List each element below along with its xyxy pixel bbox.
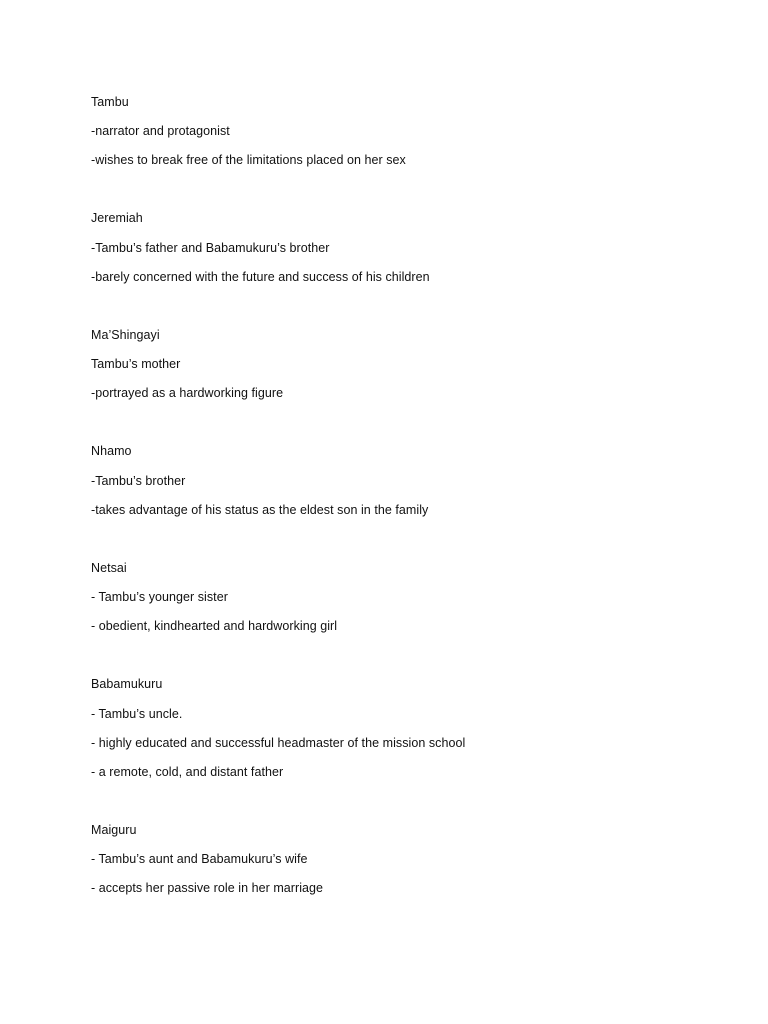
character-detail: Tambu’s mother (91, 357, 181, 371)
character-name: Tambu (91, 95, 129, 109)
character-name: Jeremiah (91, 211, 143, 225)
character-name: Maiguru (91, 823, 137, 837)
character-detail: -narrator and protagonist (91, 124, 230, 138)
character-detail: -Tambu’s father and Babamukuru’s brother (91, 241, 330, 255)
character-detail: - accepts her passive role in her marriage (91, 881, 324, 895)
character-detail: - Tambu’s aunt and Babamukuru’s wife (91, 852, 308, 866)
character-detail: - Tambu’s younger sister (91, 590, 228, 604)
character-name: Ma’Shingayi (91, 328, 160, 342)
character-detail: -portrayed as a hardworking figure (91, 386, 284, 400)
character-detail: -wishes to break free of the limitations placed on her sex (91, 153, 406, 167)
character-detail: - highly educated and successful headmaster of the mission school (91, 736, 466, 750)
character-detail: - obedient, kindhearted and hardworking girl (91, 619, 338, 633)
character-detail: - Tambu’s uncle. (91, 707, 183, 721)
character-name: Netsai (91, 561, 127, 575)
character-name: Nhamo (91, 444, 132, 458)
character-detail: -barely concerned with the future and success of his children (91, 270, 430, 284)
character-detail: - a remote, cold, and distant father (91, 765, 284, 779)
character-name: Babamukuru (91, 677, 163, 691)
character-detail: -takes advantage of his status as the eldest son in the family (91, 503, 429, 517)
character-detail: -Tambu’s brother (91, 474, 186, 488)
